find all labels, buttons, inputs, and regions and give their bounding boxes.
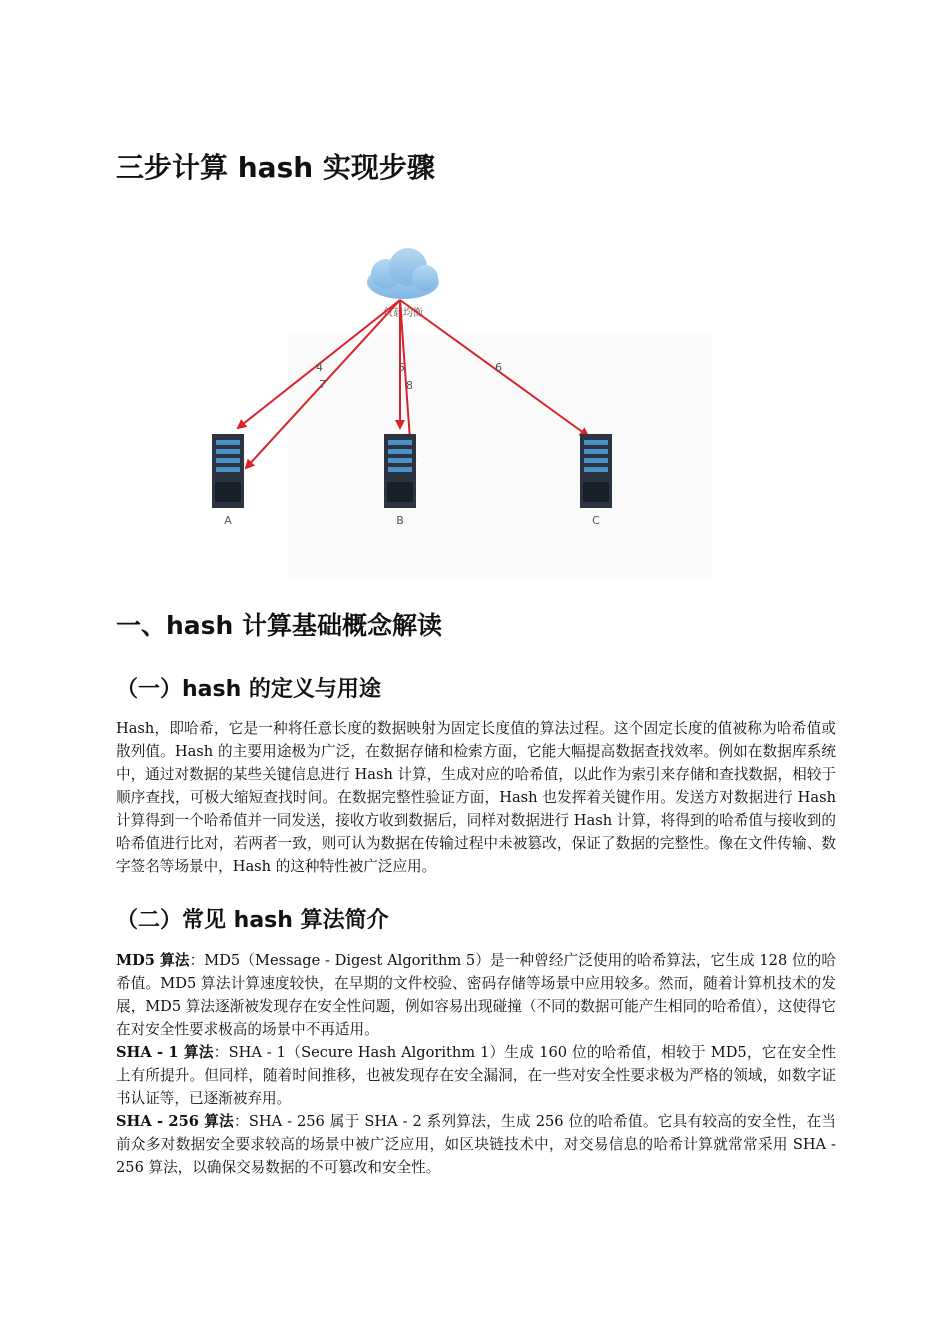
sha1-label: SHA - 1 算法 bbox=[116, 1044, 214, 1061]
md5-label: MD5 算法 bbox=[116, 952, 190, 969]
definition-paragraph: Hash，即哈希，它是一种将任意长度的数据映射为固定长度值的算法过程。这个固定长度的值被称为哈希值或散列值。Hash 的主要用途极为广泛，在数据存储和检索方面，它能大幅提高数据查找效率。例如在数据库系统中，通过对数据的某些关键信息进行 Hash 计算，生成对应的哈希值，以此作为索引来存储和查找数据，相较于顺序查找，可极大缩短查找时间。在数据完整性验证方面，Hash 也发挥着关键作用。发送方对数据进行 Hash 计算得到一个哈希值并一同发送，接收方收到数据后，同样对数据进行 Hash 计算，将得到的哈希值与接收到的哈希值进行比对，若两者一致，则可认为数据在传输过程中未被篡改，保证了数据的完整性。像在文件传输、数字签名等场景中，Hash 的这种特性被广泛应用。 bbox=[116, 720, 836, 875]
sha256-label: SHA - 256 算法 bbox=[116, 1113, 235, 1130]
sha1-text: ：SHA - 1（Secure Hash Algorithm 1）生成 160 位的哈希值，相较于 MD5，它在安全性上有所提升。但同样，随着时间推移，也被发现存在安全漏洞，在一些对安全性要求极为严格的领域，如数字证书认证等，已逐渐被弃用。 bbox=[116, 1044, 836, 1107]
diagram-svg bbox=[200, 240, 720, 580]
server-icon-b bbox=[384, 434, 416, 508]
page-title: 三步计算 hash 实现步骤 bbox=[116, 151, 435, 184]
server-label-a: A bbox=[224, 514, 232, 527]
subsection-heading-algorithms: （二）常见 hash 算法简介 bbox=[116, 908, 389, 933]
arrow-label-8: 8 bbox=[406, 379, 413, 392]
md5-text: ：MD5（Message - Digest Algorithm 5）是一种曾经广泛使用的哈希算法，它生成 128 位的哈希值。MD5 算法计算速度较快，在早期的文件校验、密码存储等场景中应用较多。然而，随着计算机技术的发展，MD5 算法逐渐被发现存在安全性问题，例如容易出现碰撞（不同的数据可能产生相同的哈希值），这使得它在对安全性要求极高的场景中不再适用。 bbox=[116, 952, 836, 1038]
cloud-label: 负载均衡 bbox=[383, 308, 423, 319]
arrow-label-6: 6 bbox=[495, 361, 502, 374]
cloud-icon bbox=[367, 248, 439, 299]
arrow-label-4: 4 bbox=[316, 361, 323, 374]
section-heading-basics: 一、hash 计算基础概念解读 bbox=[116, 611, 443, 640]
sha1-paragraph bbox=[116, 1041, 836, 1110]
server-icon-a bbox=[212, 434, 244, 508]
arrow-label-5: 5 bbox=[398, 361, 405, 374]
sha256-text: ：SHA - 256 属于 SHA - 2 系列算法，生成 256 位的哈希值。它具有较高的安全性，在当前众多对数据安全要求较高的场景中被广泛应用，如区块链技术中，对交易信息的哈希计算就常常采用 SHA - 256 算法，以确保交易数据的不可篡改和安全性。 bbox=[116, 1113, 837, 1176]
arrow-label-7: 7 bbox=[319, 378, 326, 391]
load-balancing-diagram bbox=[200, 240, 720, 580]
md5-paragraph bbox=[116, 949, 836, 1041]
subsection-heading-definition: （一）hash 的定义与用途 bbox=[116, 677, 381, 702]
sha256-paragraph bbox=[116, 1110, 836, 1179]
server-label-c: C bbox=[592, 514, 600, 527]
server-icon-c bbox=[580, 434, 612, 508]
server-label-b: B bbox=[396, 514, 404, 527]
